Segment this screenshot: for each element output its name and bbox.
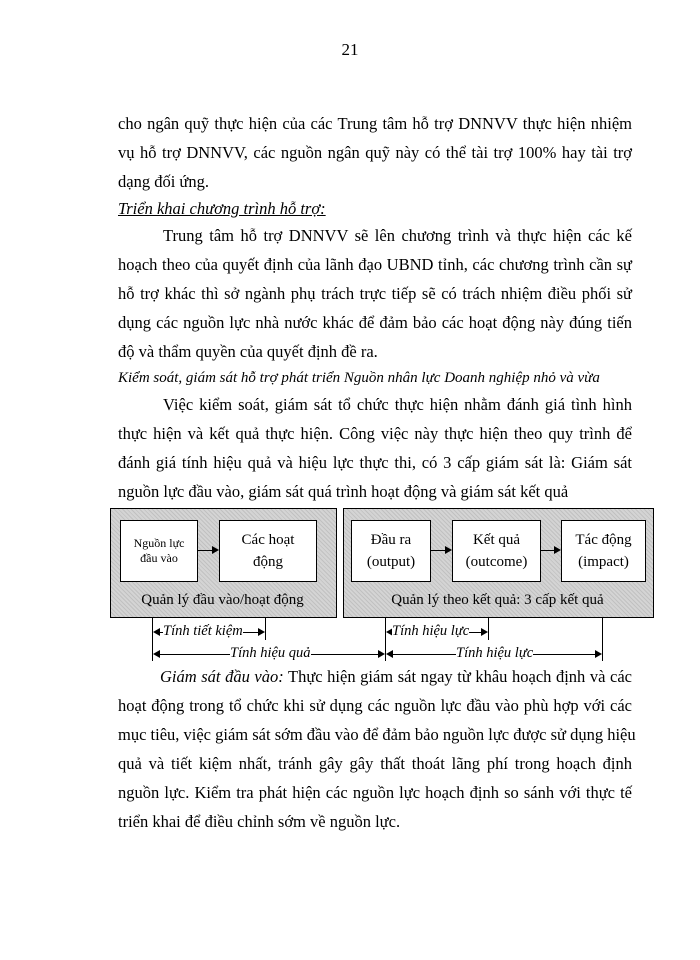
output-box: Đầu ra (output): [351, 520, 431, 582]
paragraph-line: mục tiêu, việc giám sát sớm đầu vào để đảm bảo nguồn lực được sử dụng hiệu: [118, 725, 636, 744]
activities-box: Các hoạt động: [219, 520, 317, 582]
section-heading: Triển khai chương trình hỗ trợ:: [118, 199, 326, 218]
paragraph-line: hoạt động trong tổ chức khi sử dụng các nguồn lực đầu vào phù hợp với các: [118, 696, 632, 715]
connector-line: [488, 617, 489, 640]
right-panel-label: Quản lý theo kết quả: 3 cấp kết quả: [391, 592, 604, 608]
left-panel-label: Quản lý đầu vào/hoạt động: [141, 592, 304, 608]
inputs-box: Nguồn lực đầu vào: [120, 520, 198, 582]
paragraph-line: dạng đối ứng.: [118, 172, 209, 191]
paragraph-line: độ và thẩm quyền của quyết định đề ra.: [118, 342, 378, 361]
paragraph-line: Việc kiểm soát, giám sát tổ chức thực hiện nhằm đánh giá tình hình: [163, 395, 632, 414]
paragraph-line: thực hiện và kết quả thực hiện. Công việc này thực hiện theo quy trình để: [118, 424, 632, 443]
paragraph-line: triển khai để điều chỉnh sớm về nguồn lực.: [118, 812, 401, 831]
paragraph-lead: Giám sát đầu vào:: [160, 667, 284, 686]
paragraph-line: nguồn lực. Kiểm tra phát hiện các nguồn lực hoạch định so sánh với thực tế: [118, 783, 632, 802]
section-heading: Kiểm soát, giám sát hỗ trợ phát triển Nguồn nhân lực Doanh nghiệp nhỏ và vừa: [118, 370, 600, 386]
paragraph-line: cho ngân quỹ thực hiện của các Trung tâm hỗ trợ DNNVV thực hiện nhiệm: [118, 114, 632, 133]
paragraph-text: Thực hiện giám sát ngay từ khâu hoạch định và các: [288, 667, 632, 686]
paragraph-line: hỗ trợ khác thì sở ngành phụ trách trực tiếp sẽ có trách nhiệm điều phối sử: [118, 284, 632, 303]
paragraph-line: nguồn lực đầu vào, giám sát quá trình hoạt động và giám sát kết quả: [118, 482, 569, 501]
connector-line: [602, 617, 603, 661]
paragraph-line: [160, 667, 632, 687]
effectiveness-label: Tính hiệu lực: [392, 623, 470, 639]
paragraph-line: dụng các nguồn lực nhà nước khác để đảm bảo các hoạt động này đúng tiến: [118, 313, 632, 332]
economy-label: Tính tiết kiệm: [163, 623, 243, 639]
impact-box: Tác động (impact): [561, 520, 646, 582]
paragraph-line: quả và tiết kiệm nhất, tránh gây gây thất thoát lãng phí trong hoạch định: [118, 754, 632, 773]
paragraph-line: vụ hỗ trợ DNNVV, các nguồn ngân quỹ này có thể tài trợ 100% hay tài trợ: [118, 143, 632, 162]
outcome-box: Kết quả (outcome): [452, 520, 541, 582]
connector-line: [265, 617, 266, 640]
page-number: 21: [341, 40, 359, 59]
effectiveness2-label: Tính hiệu lực: [456, 645, 534, 661]
efficiency-label: Tính hiệu quả: [230, 645, 311, 661]
paragraph-line: Trung tâm hỗ trợ DNNVV sẽ lên chương trình và thực hiện các kế: [163, 226, 632, 245]
paragraph-line: hoạch theo của quyết định của lãnh đạo UBND tỉnh, các chương trình cần sự: [118, 255, 632, 274]
paragraph-line: đánh giá tính hiệu quả và hiệu lực thực thi, có 3 cấp giám sát là: Giám sát: [118, 453, 632, 472]
